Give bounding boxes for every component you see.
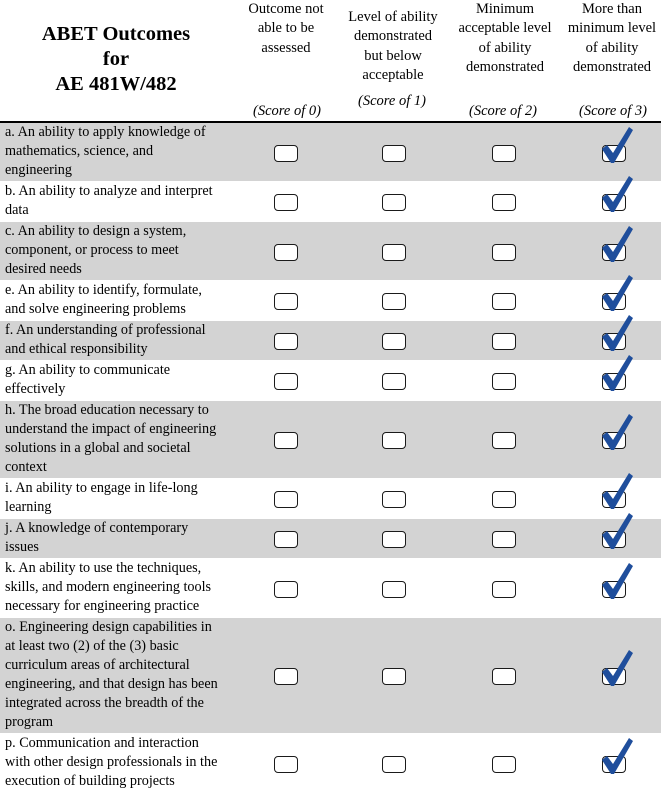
outcome-label <box>5 479 235 517</box>
score-2-checkbox[interactable] <box>492 244 516 261</box>
table-row <box>0 479 661 519</box>
score-0-checkbox[interactable] <box>274 531 298 548</box>
table-row <box>0 281 661 321</box>
column-header-line: acceptable level <box>458 20 552 37</box>
score-label: (Score of 0) <box>253 103 321 119</box>
score-0-checkbox[interactable] <box>274 581 298 598</box>
checkmark-icon <box>600 224 634 264</box>
outcome-label-line: j. A knowledge of contemporary <box>5 520 189 536</box>
outcome-label <box>5 123 235 180</box>
outcome-label-line: effectively <box>5 381 66 397</box>
outcome-label-line: and ethical responsibility <box>5 341 148 357</box>
title-line: for <box>102 48 130 70</box>
outcome-label-line: understand the impact of engineering <box>5 421 217 437</box>
column-header-line: Level of ability <box>348 9 438 25</box>
score-0-checkbox[interactable] <box>274 668 298 685</box>
score-0-checkbox[interactable] <box>274 194 298 211</box>
score-2-checkbox[interactable] <box>492 581 516 598</box>
outcome-label-line: engineering <box>5 162 72 178</box>
table-row <box>0 222 661 281</box>
checkmark-icon <box>600 511 634 551</box>
outcome-label-line: at least two (2) of the (3) basic <box>5 638 179 654</box>
outcome-label <box>5 361 235 399</box>
outcome-label <box>5 618 235 732</box>
score-0-checkbox[interactable] <box>274 756 298 773</box>
outcome-label-line: h. The broad education necessary to <box>5 402 209 418</box>
column-header-line: of ability <box>478 39 532 56</box>
score-0-checkbox[interactable] <box>274 333 298 350</box>
table-row <box>0 519 661 559</box>
score-0-checkbox[interactable] <box>274 145 298 162</box>
column-header-line: Outcome not <box>248 1 324 17</box>
outcome-label-line: mathematics, science, and <box>5 143 154 159</box>
table-row <box>0 321 661 361</box>
outcome-label-line: c. An ability to design a system, <box>5 223 187 239</box>
outcome-label <box>5 182 235 220</box>
column-header-line: able to be <box>257 20 315 37</box>
column-header-line: More than <box>582 1 642 17</box>
score-0-checkbox[interactable] <box>274 293 298 310</box>
score-1-checkbox[interactable] <box>382 756 406 773</box>
score-0-checkbox[interactable] <box>274 244 298 261</box>
outcome-label-line: program <box>5 714 54 730</box>
outcome-label-line: k. An ability to use the techniques, <box>5 560 202 576</box>
outcome-label <box>5 281 235 319</box>
checkmark-icon <box>600 174 634 214</box>
score-label: (Score of 1) <box>358 93 426 109</box>
score-2-checkbox[interactable] <box>492 531 516 548</box>
column-header-line: demonstrated <box>465 59 545 76</box>
outcome-label-line: a. An ability to apply knowledge of <box>5 124 206 140</box>
score-1-checkbox[interactable] <box>382 668 406 685</box>
column-header-score-2 <box>452 0 558 78</box>
score-0-checkbox[interactable] <box>274 432 298 449</box>
title-line: AE 481W/482 <box>55 73 177 95</box>
outcome-label-line: o. Engineering design capabilities in <box>5 619 212 635</box>
outcome-label <box>5 222 235 279</box>
outcome-label-line: learning <box>5 499 52 515</box>
score-2-checkbox[interactable] <box>492 668 516 685</box>
outcome-label <box>5 401 235 477</box>
outcome-label-line: with other design professionals in the <box>5 754 218 770</box>
score-1-checkbox[interactable] <box>382 581 406 598</box>
outcome-label-line: context <box>5 459 47 475</box>
column-header-score-3 <box>562 0 661 78</box>
score-1-checkbox[interactable] <box>382 145 406 162</box>
checkmark-icon <box>600 471 634 511</box>
score-2-checkbox[interactable] <box>492 293 516 310</box>
score-1-checkbox[interactable] <box>382 373 406 390</box>
score-1-checkbox[interactable] <box>382 491 406 508</box>
outcome-label <box>5 519 235 557</box>
column-header-line: demonstrated <box>353 28 433 45</box>
checkmark-icon <box>600 412 634 452</box>
score-1-checkbox[interactable] <box>382 244 406 261</box>
score-0-checkbox[interactable] <box>274 491 298 508</box>
score-1-checkbox[interactable] <box>382 333 406 350</box>
score-2-checkbox[interactable] <box>492 491 516 508</box>
checkmark-icon <box>600 736 634 776</box>
outcome-label-line: f. An understanding of professional <box>5 322 206 338</box>
table-row <box>0 734 661 793</box>
outcome-label-line: p. Communication and interaction <box>5 735 199 751</box>
outcome-label-line: g. An ability to communicate <box>5 362 171 378</box>
table-row <box>0 182 661 222</box>
checkmark-icon <box>600 273 634 313</box>
outcome-label-line: curriculum areas of architectural <box>5 657 190 673</box>
column-header-line: acceptable <box>362 67 424 84</box>
table-header <box>0 0 661 123</box>
title-line: ABET Outcomes <box>41 23 191 45</box>
score-label: (Score of 3) <box>579 103 647 119</box>
score-1-checkbox[interactable] <box>382 194 406 211</box>
table-row <box>0 401 661 479</box>
outcome-label <box>5 734 235 791</box>
column-header-line: demonstrated <box>572 59 652 76</box>
outcome-label-line: integrated across the breadth of the <box>5 695 204 711</box>
table-row <box>0 123 661 182</box>
checkmark-icon <box>600 353 634 393</box>
checkmark-icon <box>600 648 634 688</box>
column-header-line: minimum level <box>567 20 657 37</box>
outcome-label-line: and solve engineering problems <box>5 301 186 317</box>
outcome-label-line: issues <box>5 539 39 555</box>
column-header-line: but below <box>364 47 422 64</box>
score-2-checkbox[interactable] <box>492 432 516 449</box>
score-2-checkbox[interactable] <box>492 145 516 162</box>
outcome-label <box>5 559 235 616</box>
score-0-checkbox[interactable] <box>274 373 298 390</box>
column-header-line: Minimum <box>475 1 534 17</box>
outcome-label-line: execution of building projects <box>5 773 175 789</box>
table-row <box>0 618 661 734</box>
outcome-label-line: desired needs <box>5 261 82 277</box>
column-header-score-1 <box>340 8 446 86</box>
outcome-label-line: e. An ability to identify, formulate, <box>5 282 202 298</box>
outcome-label-line: data <box>5 202 29 218</box>
outcome-label-line: engineering, and that design has been <box>5 676 218 692</box>
table-row <box>0 559 661 618</box>
score-2-checkbox[interactable] <box>492 756 516 773</box>
score-1-checkbox[interactable] <box>382 432 406 449</box>
outcome-label-line: necessary for engineering practice <box>5 598 200 614</box>
score-2-checkbox[interactable] <box>492 333 516 350</box>
score-1-checkbox[interactable] <box>382 293 406 310</box>
outcome-label-line: i. An ability to engage in life-long <box>5 480 198 496</box>
score-1-checkbox[interactable] <box>382 531 406 548</box>
checkmark-icon <box>600 561 634 601</box>
checkmark-icon <box>600 313 634 353</box>
score-2-checkbox[interactable] <box>492 373 516 390</box>
outcome-label-line: skills, and modern engineering tools <box>5 579 212 595</box>
score-label: (Score of 2) <box>469 103 537 119</box>
outcome-label <box>5 321 235 359</box>
outcome-label-line: component, or process to meet <box>5 242 179 258</box>
column-header-line: assessed <box>261 39 311 56</box>
page-title <box>0 22 232 97</box>
checkmark-icon <box>600 125 634 165</box>
outcome-label-line: b. An ability to analyze and interpret <box>5 183 213 199</box>
outcome-label-line: solutions in a global and societal <box>5 440 191 456</box>
table-row <box>0 361 661 401</box>
column-header-score-0 <box>236 0 336 58</box>
score-2-checkbox[interactable] <box>492 194 516 211</box>
column-header-line: of ability <box>585 39 639 56</box>
